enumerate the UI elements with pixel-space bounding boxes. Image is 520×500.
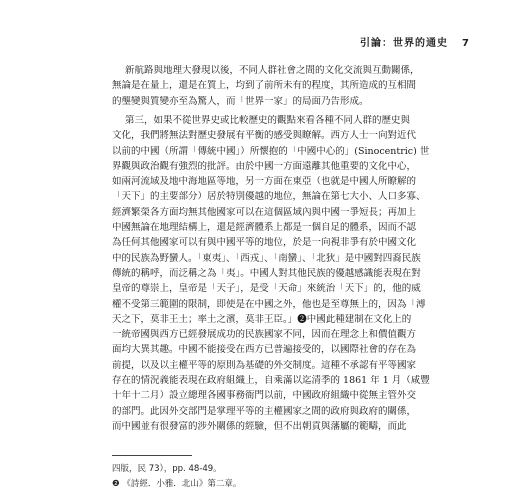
running-title: 引論：世界的通史 bbox=[360, 38, 449, 49]
text-line: 為任何其他國家可以有與中國平等的地位，於是一向視非爭有於中國文化 bbox=[112, 237, 417, 249]
text-line: 「天下」的主要部分）居於特別優越的地位，無論在第七大小、人口多寡、 bbox=[112, 191, 426, 203]
text-line: 文化，我們將無法對歷史發展有平衡的感受與瞭解。西方人士一向對近代 bbox=[112, 130, 417, 142]
footnote-divider bbox=[112, 455, 192, 456]
text-line: 存在的情況義能表現在政府組織上，自乘滿以迄清季的 1861 年 1 月（咸豐 bbox=[112, 375, 430, 386]
text-line: 前提，以及以主權平等的原則為基礎的外交制度。這種不承認有平等國家 bbox=[112, 359, 417, 371]
text-line: 如兩河流域及地中海地區等地，另一方面在東亞（也就是中國人所瞭解的 bbox=[112, 176, 417, 188]
page-number: 7 bbox=[462, 38, 470, 49]
text-line: 中的民族為野蠻人。「東夷」、「西戎」、「南蠻」、「北狄」是中國對四裔民族 bbox=[112, 252, 421, 264]
text-line: 界觀與政治觀有強烈的批評。由於中國一方面遠離其他重要的文化中心， bbox=[112, 160, 417, 172]
text-line: 權不受第三範圍的限制，即使是在中國之外，他也是至尊無上的，因為「溥 bbox=[112, 298, 426, 310]
text-line: 天之下，莫非王土；率土之濱，莫非王臣。」❷中國此種建制在文化上的 bbox=[112, 313, 412, 325]
text-line: 無論是在量上，還是在質上，均到了前所未有的程度，其所造成的互相間 bbox=[112, 80, 417, 92]
text-line: 傳統的稱呼，而泛稱之為「夷」。中國人對其他民族的優越感識能表現在對 bbox=[112, 267, 421, 279]
text-line: 的壟變與質變亦至為驚人，而「世界一家」的局面乃告形成。 bbox=[112, 95, 369, 107]
text-line: 第三，如果不從世界史或比較歷史的觀點來看各種不同人群的歷史與 bbox=[125, 114, 411, 126]
text-line: 的部門。此因外交部門是掌理平等的主權國家之間的政府與政府的關係， bbox=[112, 405, 417, 417]
text-line: 中國無論在地理結構上，還是經濟體系上都是一個自足的體系，因而不認 bbox=[112, 222, 417, 233]
text-line: 經濟繁榮各方面均無其他國家可以在這個區域內與中國一爭短長；再加上 bbox=[112, 206, 417, 218]
text-line: 面均大異其趣。中國不能接受在西方已普遍接受的，以國際社會的存在為 bbox=[112, 344, 417, 356]
text-line: 以前的中國（所謂「傳統中國」）所懷抱的「中國中心的」(Sinocentric) 世 bbox=[112, 145, 430, 157]
text-line: 新航路與地理大發現以後，不同人群社會之間的文化交流與互動關係， bbox=[125, 65, 420, 76]
footnote-2: ❷ 《詩經．小雅．北山》第二章。 bbox=[112, 479, 242, 489]
text-line: 十年十二月）設立總理各國事務衙門以前，中國政府組織中從無主管外交 bbox=[112, 390, 417, 402]
text-line: 皇帝的尊崇上，皇帝是「天子」，是受「天命」來統治「天下」的，他的威 bbox=[112, 283, 421, 295]
text-line: 一統帝國與西方已經發展成功的民族國家不同，因而在理念上和價值觀方 bbox=[112, 329, 417, 341]
running-header bbox=[360, 34, 470, 49]
text-line: 而中國並有很發富的涉外關係的經驗，但不出朝貢與藩屬的範疇，而此 bbox=[112, 420, 407, 432]
footnote-1: 四版，民 73），pp. 48-49。 bbox=[112, 464, 222, 474]
